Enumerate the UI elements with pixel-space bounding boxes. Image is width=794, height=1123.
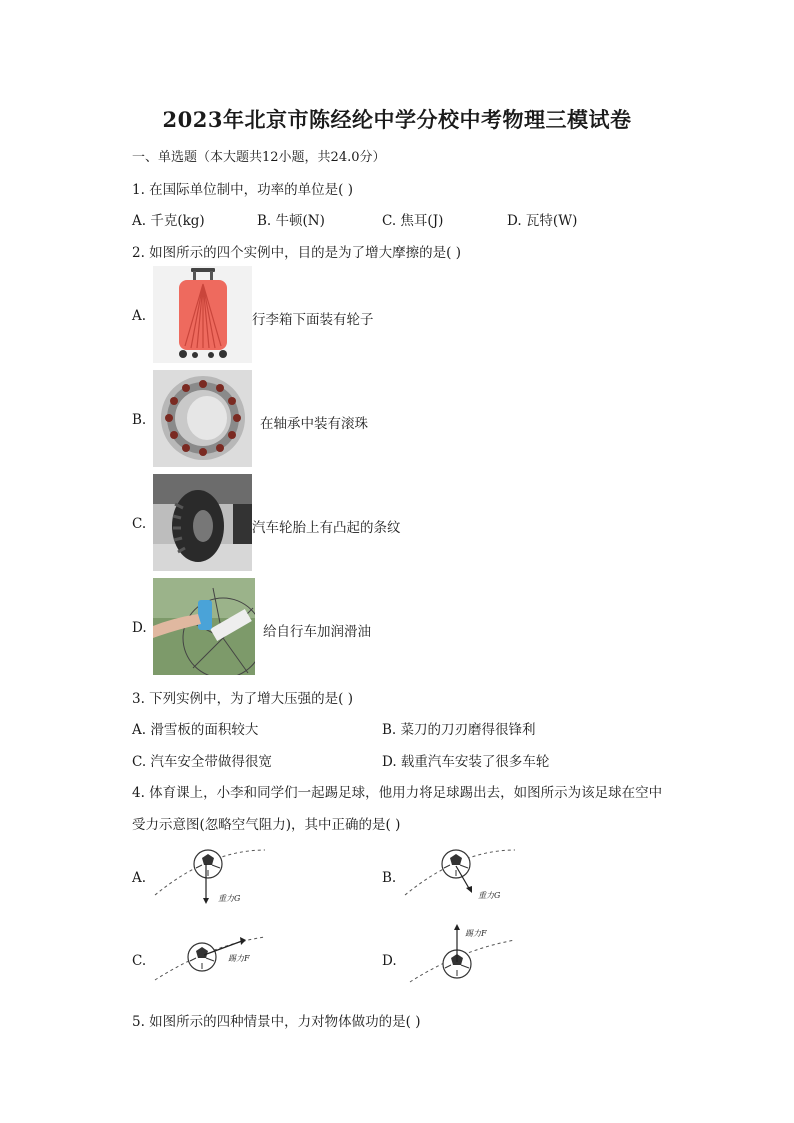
q4-option-d-force-label: 踢力F — [465, 929, 487, 938]
q4-option-b-force-label: 重力G — [478, 891, 501, 900]
q2-option-d-letter: D. — [132, 620, 147, 636]
question-4-stem-line2: 受力示意图(忽略空气阻力)，其中正确的是( ) — [132, 817, 401, 833]
question-5-stem: 5. 如图所示的四种情景中，力对物体做功的是( ) — [132, 1014, 421, 1030]
q2-option-b-letter: B. — [132, 412, 147, 428]
q2-option-c-text: 汽车轮胎上有凸起的条纹 — [252, 520, 401, 536]
question-4-stem-line1: 4. 体育课上，小李和同学们一起踢足球，他用力将足球踢出去，如图所示为该足球在空中 — [132, 785, 663, 801]
q2-option-d-text: 给自行车加润滑油 — [263, 624, 371, 640]
section-heading: 一、单选题（本大题共12小题，共24.0分） — [132, 150, 386, 165]
bearing-image — [153, 370, 252, 467]
q3-option-b: B. 菜刀的刀刃磨得很锋利 — [382, 722, 536, 738]
tire-image — [153, 474, 252, 571]
q4-option-c-letter: C. — [132, 953, 147, 969]
q3-option-d: D. 载重汽车安装了很多车轮 — [382, 754, 550, 770]
q4-option-b-diagram — [400, 840, 520, 910]
q1-option-b: B. 牛顿(N) — [257, 213, 325, 229]
q4-option-c-force-label: 踢力F — [228, 954, 250, 963]
bicycle-oil-image — [153, 578, 255, 675]
q1-option-c: C. 焦耳(J) — [382, 213, 444, 229]
suitcase-image — [153, 266, 252, 363]
q4-option-a-force-label: 重力G — [218, 894, 241, 903]
question-3-stem: 3. 下列实例中，为了增大压强的是( ) — [132, 691, 353, 707]
q2-option-a-text: 行李箱下面装有轮子 — [252, 312, 374, 328]
q4-option-a-letter: A. — [132, 870, 147, 886]
q4-option-b-letter: B. — [382, 870, 397, 886]
q3-option-a: A. 滑雪板的面积较大 — [132, 722, 259, 738]
question-2-stem: 2. 如图所示的四个实例中，目的是为了增大摩擦的是( ) — [132, 245, 461, 261]
page-title: 2023年北京市陈经纶中学分校中考物理三模试卷 — [162, 107, 632, 132]
q4-option-d-letter: D. — [382, 953, 397, 969]
q1-option-a: A. 千克(kg) — [132, 213, 205, 229]
q3-option-c: C. 汽车安全带做得很宽 — [132, 754, 272, 770]
q4-option-c-diagram — [150, 925, 280, 995]
q4-option-a-diagram — [150, 840, 270, 910]
question-1-stem: 1. 在国际单位制中，功率的单位是( ) — [132, 182, 353, 198]
q2-option-b-text: 在轴承中装有滚珠 — [260, 416, 368, 432]
q2-option-a-letter: A. — [132, 308, 147, 324]
q2-option-c-letter: C. — [132, 516, 147, 532]
q1-option-d: D. 瓦特(W) — [507, 213, 578, 229]
